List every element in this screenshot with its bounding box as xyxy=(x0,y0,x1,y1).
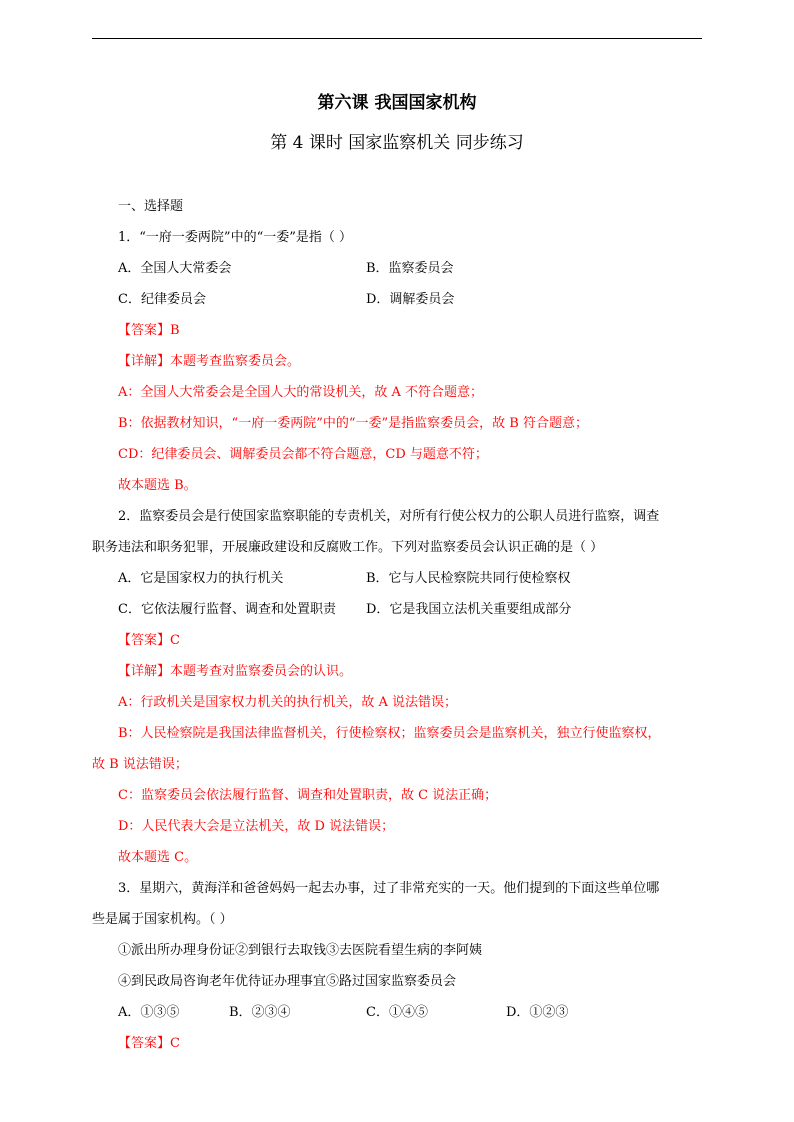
q1-explain-line: B：依据教材知识，“一府一委两院”中的“一委”是指监察委员会，故 B 符合题意； xyxy=(118,416,588,431)
q2-answer: 【答案】C xyxy=(118,633,180,648)
q2-explain-line: 【详解】本题考查对监察委员会的认识。 xyxy=(118,664,353,679)
q2-option-c: C．它依法履行监督、调查和处置职责 xyxy=(118,602,336,617)
q2-option-a: A．它是国家权力的执行机关 xyxy=(118,571,284,586)
lesson-subtitle: 第 4 课时 国家监察机关 同步练习 xyxy=(270,133,524,153)
q3-stem-line: 3．星期六，黄海洋和爸爸妈妈一起去办事，过了非常充实的一天。他们提到的下面这些单位哪 xyxy=(118,881,660,896)
section-heading: 一、选择题 xyxy=(118,199,184,214)
q2-explain-line: 故 B 说法错误； xyxy=(92,757,188,772)
q1-option-b: B．监察委员会 xyxy=(366,261,454,276)
q2-option-b: B．它与人民检察院共同行使检察权 xyxy=(366,571,571,586)
q2-stem-line: 职务违法和职务犯罪，开展廉政建设和反腐败工作。下列对监察委员会认识正确的是（ ） xyxy=(92,540,604,555)
q3-stem-line: 些是属于国家机构。（ ） xyxy=(92,912,233,927)
q1-stem: 1．“一府一委两院”中的“一委”是指（ ） xyxy=(118,230,352,245)
header-rule xyxy=(92,38,702,39)
q1-answer: 【答案】B xyxy=(118,323,180,338)
q3-items-line: ④到民政局咨询老年优待证办理事宜⑤路过国家监察委员会 xyxy=(118,974,457,989)
q2-option-d: D．它是我国立法机关重要组成部分 xyxy=(366,602,572,617)
q1-explain-line: CD：纪律委员会、调解委员会都不符合题意，CD 与题意不符； xyxy=(118,447,488,462)
q2-stem-line: 2．监察委员会是行使国家监察职能的专责机关，对所有行使公权力的公职人员进行监察，调查 xyxy=(118,509,660,524)
q2-explain-line: C：监察委员会依法履行监督、调查和处置职责，故 C 说法正确； xyxy=(118,788,498,803)
q1-explain-line: 故本题选 B。 xyxy=(118,478,197,493)
q3-answer: 【答案】C xyxy=(118,1036,180,1051)
q3-items-line: ①派出所办理身份证②到银行去取钱③去医院看望生病的李阿姨 xyxy=(118,943,483,958)
q1-option-d: D．调解委员会 xyxy=(366,292,455,307)
q2-explain-line: 故本题选 C。 xyxy=(118,850,198,865)
q2-explain-line: A：行政机关是国家权力机关的执行机关，故 A 说法错误； xyxy=(118,695,458,710)
q3-option-a: A．①③⑤ xyxy=(118,1005,180,1020)
q1-explain-line: 【详解】本题考查监察委员会。 xyxy=(118,354,301,369)
q1-explain-line: A：全国人大常委会是全国人大的常设机关，故 A 不符合题意； xyxy=(118,385,484,400)
q2-explain-line: B：人民检察院是我国法律监督机关，行使检察权；监察委员会是监察机关，独立行使监察权， xyxy=(118,726,661,741)
q3-option-b: B．②③④ xyxy=(229,1005,291,1020)
q1-option-c: C．纪律委员会 xyxy=(118,292,206,307)
q1-option-a: A．全国人大常委会 xyxy=(118,261,232,276)
lesson-title: 第六课 我国国家机构 xyxy=(317,93,477,113)
q2-explain-line: D：人民代表大会是立法机关，故 D 说法错误； xyxy=(118,819,395,834)
q3-option-c: C．①④⑤ xyxy=(366,1005,428,1020)
q3-option-d: D．①②③ xyxy=(506,1005,569,1020)
